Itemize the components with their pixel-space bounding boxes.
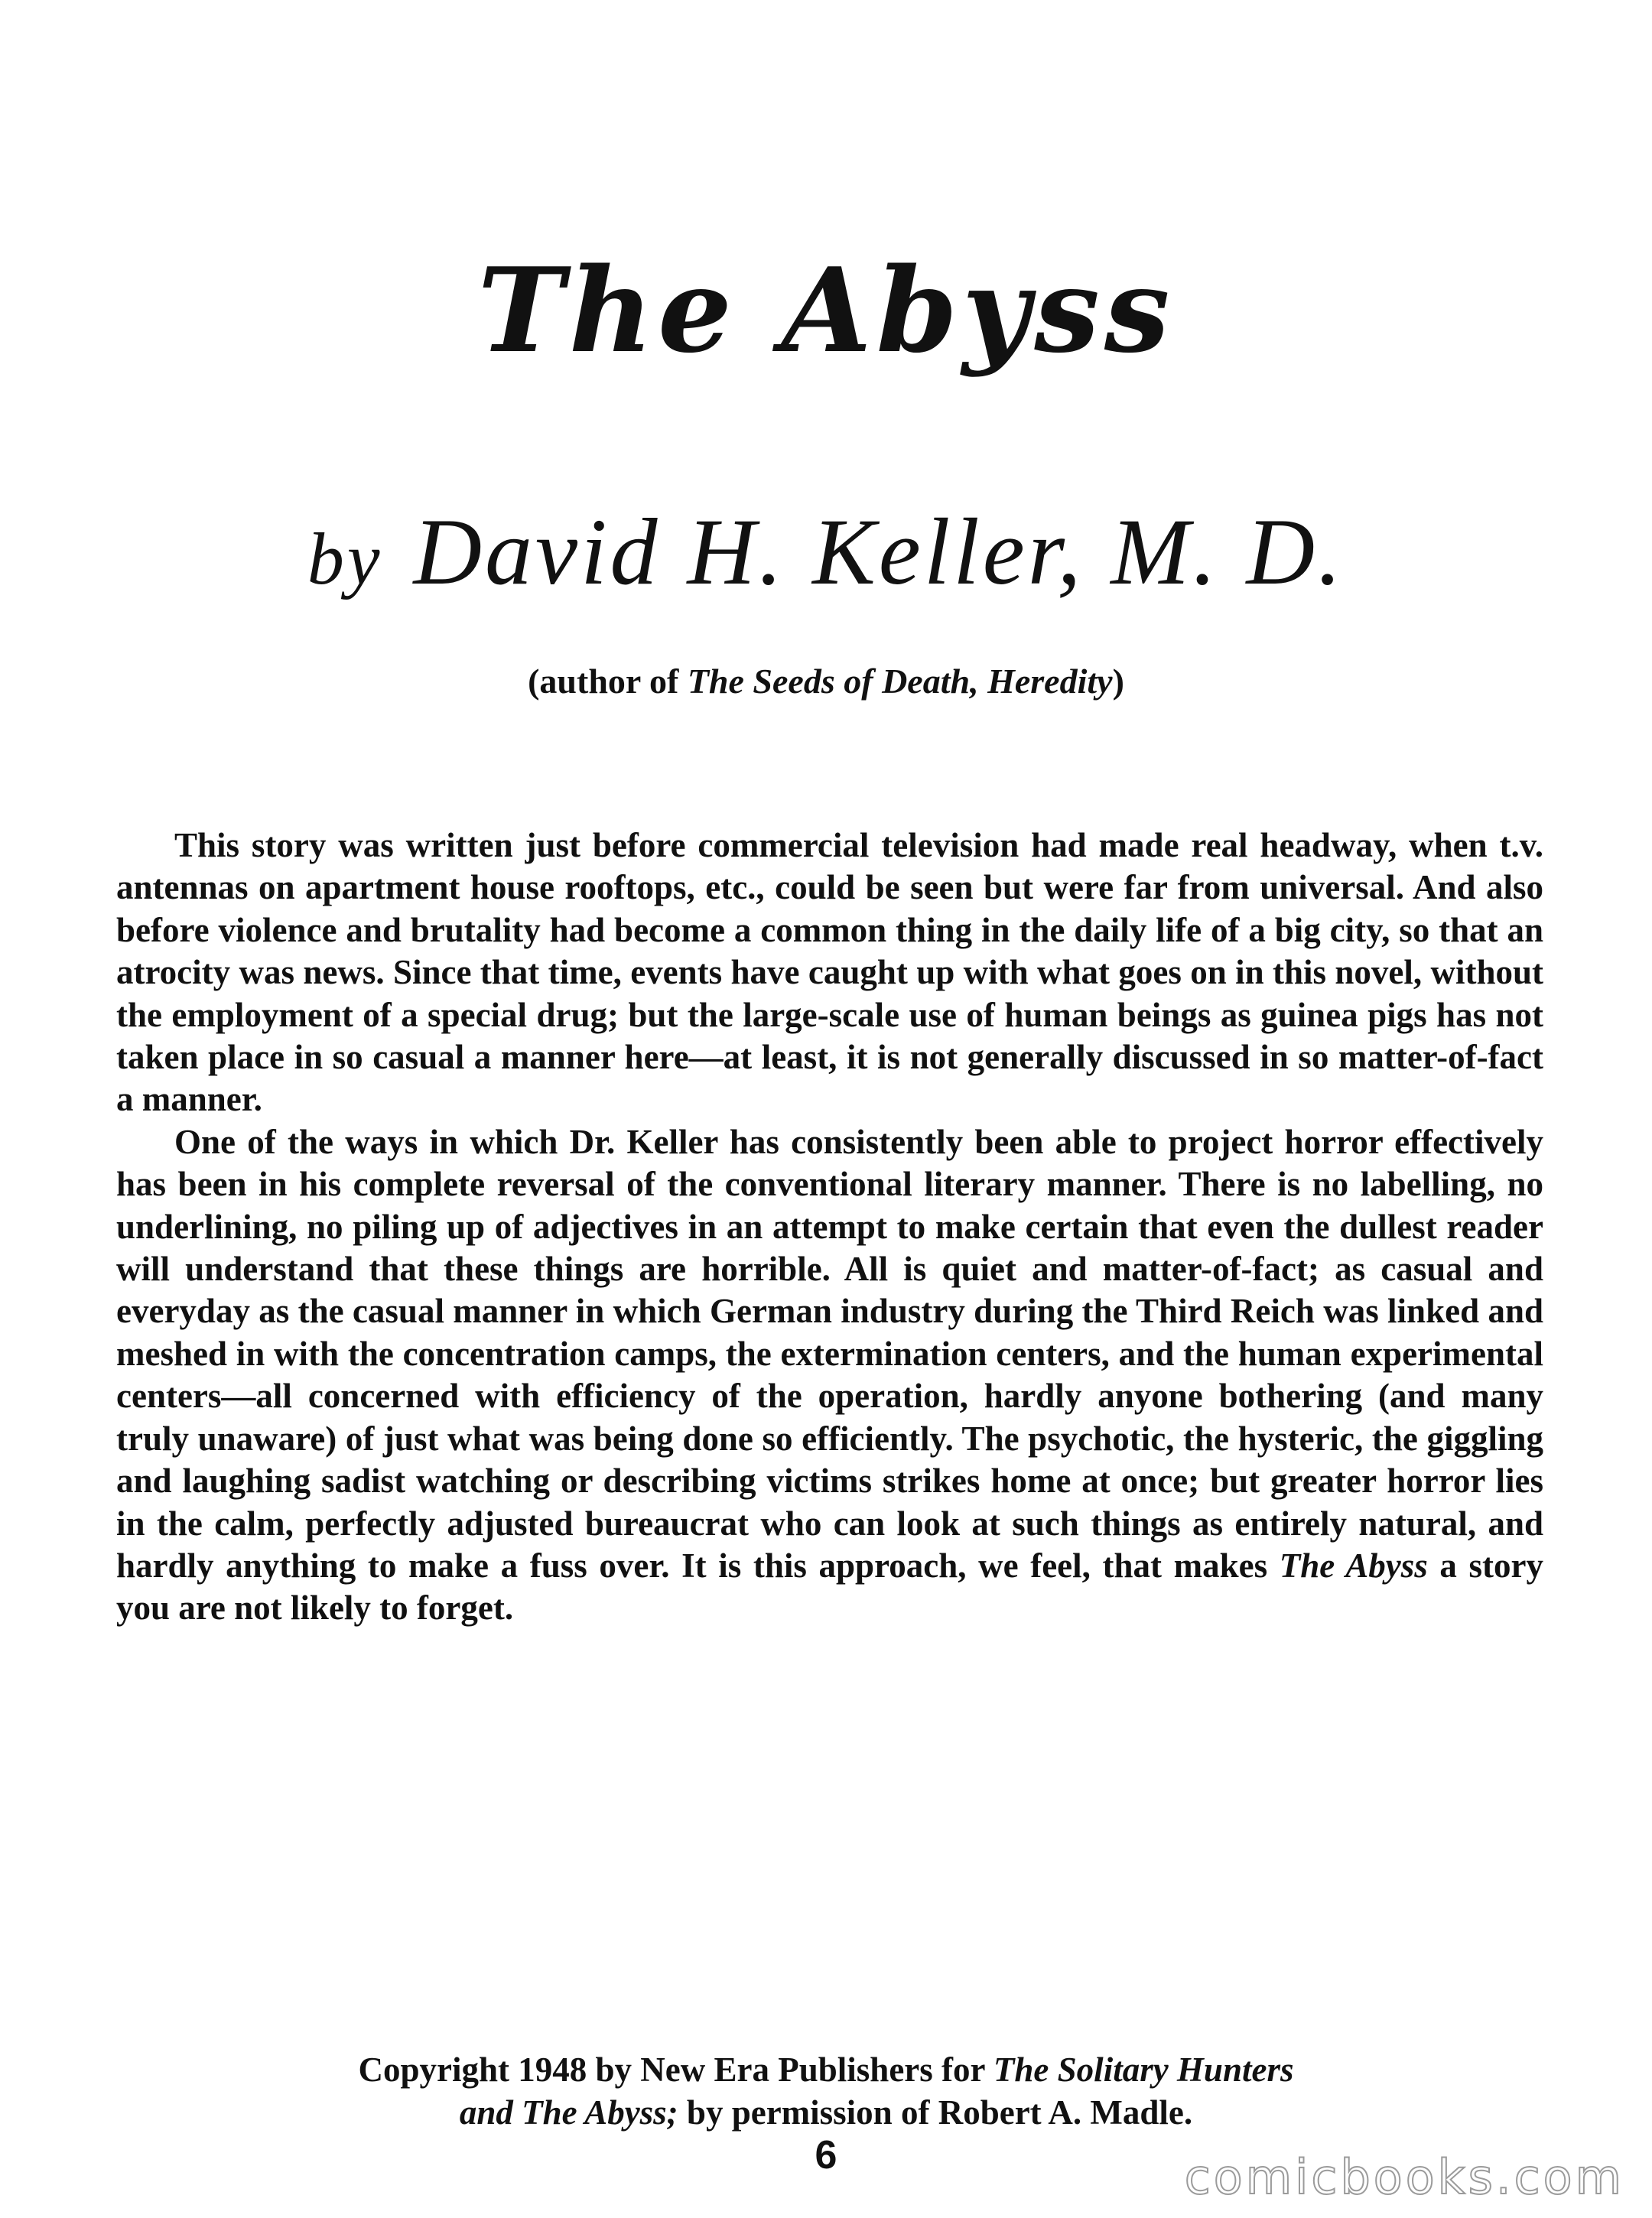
author-name: David H. Keller, M. D. xyxy=(413,499,1345,604)
paragraph-2 xyxy=(116,1121,1543,1630)
author-credits-works: The Seeds of Death, Heredity xyxy=(687,662,1113,701)
paragraph-2-title-ref: The Abyss xyxy=(1279,1546,1428,1585)
site-watermark: comicbooks.com xyxy=(1184,2149,1624,2205)
copyright-line-2-text: by permission of Robert A. Madle. xyxy=(678,2093,1193,2132)
story-title: The Abyss xyxy=(477,242,1175,379)
author-credits-prefix: (author of xyxy=(528,662,688,701)
page-number: 6 xyxy=(815,2133,837,2177)
copyright-line-2-title: and The Abyss; xyxy=(459,2093,678,2132)
copyright-line-1-title: The Solitary Hunters xyxy=(993,2051,1294,2089)
author-credits xyxy=(0,664,1652,699)
paragraph-2-text-end: a story you are not likely to forget. xyxy=(116,1546,1543,1628)
paragraph-2-text: One of the ways in which Dr. Keller has consistently been able to project horror effectively has been in his complete reversal of the conventional literary manner. There is no labelling, no underlining, no piling up of adjectives in an attempt to make certain that even the dullest reader will understand that these things are horrible. All is quiet and matter-of-fact; as casual and everyday as the casual manner in which German industry during the Third Reich was linked and meshed in with the concentration camps, the extermination centers, and the human experimental centers—all concerned with efficiency of the operation, hardly anyone bothering (and many truly unaware) of just what was being done so efficiently. The psychotic, the hysteric, the giggling and laughing sadist watching or describing victims strikes home at once; but greater horror lies in the calm, perfectly adjusted bureaucrat who can look at such things as entirely natural, and hardly anything to make a fuss over. It is this approach, we feel, that makes xyxy=(116,1122,1543,1585)
byline xyxy=(0,499,1652,604)
byline-prefix: by xyxy=(307,518,383,600)
copyright-notice xyxy=(0,2048,1652,2134)
copyright-line-2 xyxy=(0,2091,1652,2134)
copyright-line-1-text: Copyright 1948 by New Era Publishers for xyxy=(358,2051,993,2089)
paragraph-1: This story was written just before commercial television had made real headway, when t.v. antennas on apartment house rooftops, etc., could be seen but were far from universal. And also before violence and brutality had become a common thing in the daily life of a big city, so that an atrocity was news. Since that time, events have caught up with what goes on in this novel, without the employment of a special drug; but the large-scale use of human beings as guinea pigs has not taken place in so casual a manner here—at least, it is not generally discussed in so matter-of-fact a manner. xyxy=(116,826,1543,1119)
introduction-text xyxy=(116,824,1543,1630)
author-credits-suffix: ) xyxy=(1112,662,1124,701)
copyright-line-1 xyxy=(0,2048,1652,2091)
